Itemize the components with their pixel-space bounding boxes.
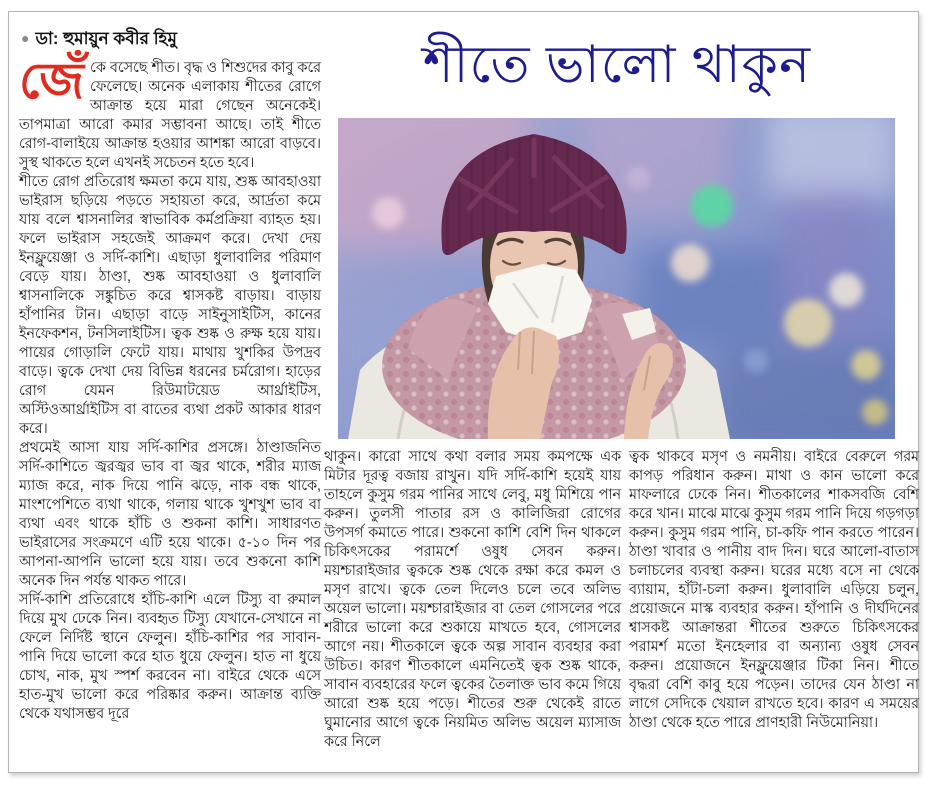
article-paragraph: ত্বক থাকবে মসৃণ ও নমনীয়। বাইরে বেরুলে গরম কাপড় পরিধান করুন। মাথা ও কান ভালো করে মাফলারে ঢেকে নিন। শীতকালের শাকসবজি বেশি করে খান। মাঝে মাঝে কুসুম গরম পানি দিয়ে গড়গড়া করুন। কুসুম গরম পানি, চা-কফি পান করতে পারেন। ঠাণ্ডা খাবার ও পানীয় বাদ দিন। ঘরে আলো-বাতাস চলাচলের ব্যবস্থা করুন। ঘরের মধ্যে বসে না থেকে ব্যায়াম, হাঁটা-চলা করুন। ধুলাবালি এড়িয়ে চলুন, প্রয়োজনে মাস্ক ব্যবহার করুন। হাঁপানি ও দীর্ঘদিনের শ্বাসকষ্ট আক্রান্তরা শীতের শুরুতে চিকিৎসকের পরামর্শ মতো ইনহেলার বা অন্যান্য ওষুধ সেবন করুন। প্রয়োজনে ইনফ্লুয়েঞ্জার টিকা নিন। শীতে বৃদ্ধরা বেশি কাবু হয়ে পড়েন। তাদের যেন ঠাণ্ডা না লাগে সেদিকে খেয়াল রাখতে হবে। কারণ এ সময়ের ঠাণ্ডা থেকে হতে পারে প্রাণহারী নিউমোনিয়া। <box>629 449 919 731</box>
paragraph-text: কে বসেছে শীত। বৃদ্ধ ও শিশুদের কাবু করে ফেলেছে। অনেক এলাকায় শীতের রোগে আক্রান্ত হয়ে মারা গেছেন অনেকেই। তাপমাত্রা আরো কমার সম্ভাবনা আছে। তাই শীতে রোগ-বালাইয়ে আক্রান্ত হওয়ার আশঙ্কা আরো বাড়বে। সুস্থ থাকতে হলে এখনই সচেতন হতে হবে। <box>19 60 321 171</box>
article-paragraph: প্রথমেই আসা যায় সর্দি-কাশির প্রসঙ্গে। ঠাণ্ডাজনিত সর্দি-কাশিতে জ্বরজ্বর ভাব বা জ্বর থাকে, শরীর ম্যাজ ম্যাজ করে, নাক দিয়ে পানি ঝড়ে, নাক বন্ধ থাকে, মাংশপেশিতে ব্যথা থাকে, গলায় থাকে খুশখুশ ভাব বা ব্যথা এবং থাকে হাঁচি ও শুকনা কাশি। সাধারণত ভাইরাসের সংক্রমণে এটি হয়ে থাকে। ৫-১০ দিন পর আপনা-আপনি ভালো হয়ে যায়। তবে শুকনো কাশি অনেক দিন পর্যন্ত থাকত পারে। <box>19 440 321 589</box>
drop-cap: জেঁ <box>19 53 85 109</box>
byline-author: ডা: হুমায়ুন কবীর হিমু <box>35 29 177 48</box>
article-paragraph: শীতে রোগ প্রতিরোধ ক্ষমতা কমে যায়, শুষ্ক আবহাওয়া ভাইরাস ছড়িয়ে পড়তে সহায়তা করে, আর্দ্রতা কমে যায় বলে শ্বাসনালির স্বাভাবিক কর্মপ্রক্রিয়া ব্যাহত হয়। ফলে ভাইরাস সহজেই আক্রমণ করে। দেখা দেয় ইনফ্লুয়েঞ্জা ও সর্দি-কাশি। এছাড়া ধুলাবালির পরিমাণ বেড়ে যায়। ঠাণ্ডা, শুষ্ক আবহাওয়া ও ধুলাবালি শ্বাসনালিকে সঙ্কুচিত করে শ্বাসকষ্ট বাড়ায়। বাড়ায় হাঁপানির টান। এছাড়া বাড়ে সাইনুসাইটিস, কানের ইনফেকশন, টনসিলাইটিস। ত্বক শুষ্ক ও রুক্ষ হয়ে যায়। পায়ের গোড়ালি ফেটে যায়। মাথায় খুশকির উপদ্রব বাড়ে। ত্বকে দেখা দেয় বিভিন্ন ধরনের চর্মরোগ। হাড়ের রোগ যেমন রিউমাটয়েড আর্থ্রাইটিস, অস্টিওআর্থ্রাইটিস বা বাতের ব্যথা প্রকট আকার ধারণ করে। <box>19 174 321 437</box>
left-column <box>19 53 321 724</box>
article-photo <box>338 118 895 439</box>
byline-bullet-icon: ● <box>21 30 30 46</box>
article-paragraph <box>19 53 321 173</box>
article-paragraph: সর্দি-কাশি প্রতিরোধে হাঁচি-কাশি এলে টিস্যু বা রুমাল দিয়ে মুখ ঢেকে নিন। ব্যবহৃত টিস্যু যেখানে-সেখানে না ফেলে নির্দিষ্ট স্থানে ফেলুন। হাঁচি-কাশির পর সাবান-পানি দিয়ে ভালো করে হাত ধুয়ে ফেলুন। হাত না ধুয়ে চোখ, নাক, মুখ স্পর্শ করবেন না। বাইরে থেকে এসে হাত-মুখ ভালো করে পরিষ্কার করুন। আক্রান্ত ব্যক্তি থেকে যথাসম্ভব দূরে <box>19 592 321 722</box>
byline <box>21 26 321 54</box>
article-frame <box>8 11 919 773</box>
middle-column <box>324 448 621 752</box>
page-title: শীতে ভালো থাকুন <box>422 36 812 94</box>
right-column <box>629 448 919 733</box>
photo-woman-blowing-nose <box>338 118 895 439</box>
article-paragraph: থাকুন। কারো সাথে কথা বলার সময় কমপক্ষে এক মিটার দূরত্ব বজায় রাখুন। যদি সর্দি-কাশি হয়েই যায় তাহলে কুসুম গরম পানির সাথে লেবু, মধু মিশিয়ে পান করুন। তুলসী পাতার রস ও কালিজিরা রোগের উপসর্গ কমাতে পারে। শুকনো কাশি বেশি দিন থাকলে চিকিৎসকের পরামর্শে ওষুধ সেবন করুন। ময়শ্চারাইজার ত্বককে শুষ্ক থেকে রক্ষা করে কমল ও মসৃণ রাখে। ত্বকে তেল দিলেও চলে তবে অলিভ অয়েল ভালো। ময়শ্চারাইজার বা তেল গোসলের পরে শরীরে ভালো করে শুকায়ে মাখতে হবে, গোসলের আগে নয়। শীতকালে ত্বকে অল্প সাবান ব্যবহার করা উচিত। কারণ শীতকালে এমনিতেই ত্বক শুষ্ক থাকে, সাবান ব্যবহারের ফলে ত্বকের তৈলাক্ত ভাব কমে গিয়ে আরো শুষ্ক হয়ে পড়ে। শীতের শুরু থেকেই রাতে ঘুমানোর আগে ত্বকে নিয়মিত অলিভ অয়েল ম্যাসাজ করে নিলে <box>324 449 621 750</box>
